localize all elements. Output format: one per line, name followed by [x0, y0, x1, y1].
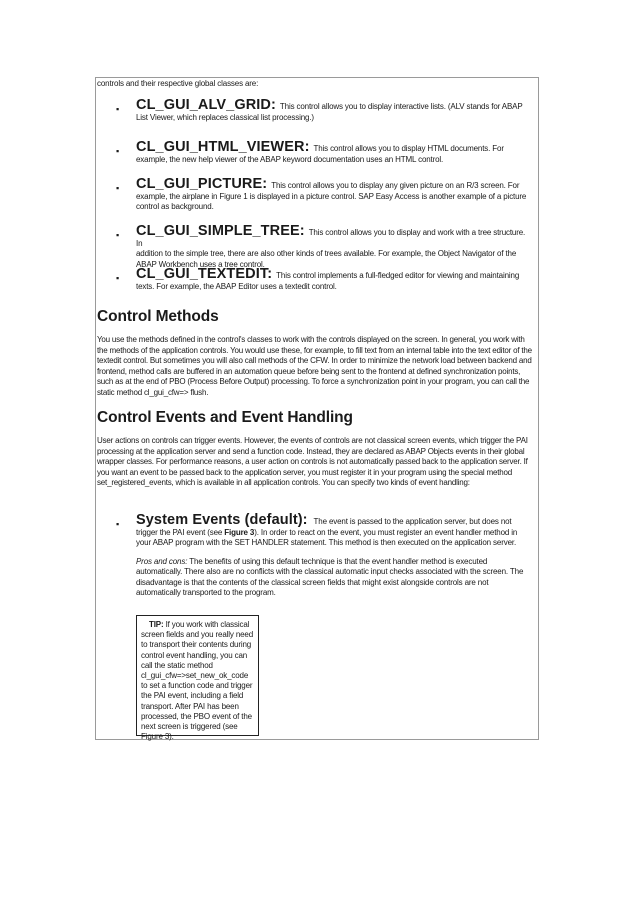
class-name: CL_GUI_HTML_VIEWER:	[136, 139, 310, 155]
pros-cons-text: The benefits of using this default technique is that the event handler method is executed automatically. There also are no conflicts with the classical automatic input checks associated with the screen. The disadvantage is that the contents of the classical screen fields that might exist alongside controls are not automatically transported to the program.	[136, 556, 524, 597]
class-description-cont: List Viewer, which replaces classical list processing.)	[136, 112, 314, 122]
class-description: This control allows you to display HTML documents. For	[313, 144, 504, 153]
figure-reference: Figure 3	[224, 527, 255, 537]
class-description: This control allows you to display and work with a tree structure. In	[136, 228, 526, 248]
class-name: CL_GUI_PICTURE:	[136, 176, 268, 192]
event-type-description-cont: trigger the PAI event (see	[136, 527, 225, 537]
list-item-simple-tree	[136, 223, 531, 270]
list-item-alv-grid	[136, 97, 531, 123]
paragraph-control-methods: You use the methods defined in the control's classes to work with the controls displayed on the screen. In general, you work with the methods of the application controls. You would use these, for example, to fill text from an internal table into the text editor of the textedit control. But sometimes you will also call methods of the CFW. In order to minimize the network load between backend and frontend, method calls are buffered in an automation queue before being sent to the frontend at defined synchronization points, such as at the end of PBO (Process Before Output) processing. To force a synchronization point in your program, you can call the static method cl_gui_cfw=> flush.	[97, 335, 532, 397]
class-name: CL_GUI_TEXTEDIT:	[136, 266, 273, 282]
class-description-cont: texts. For example, the ABAP Editor uses a textedit control.	[136, 281, 337, 291]
tip-label: TIP:	[149, 620, 164, 629]
class-name: CL_GUI_ALV_GRID:	[136, 97, 276, 113]
tip-text: If you work with classical screen fields and you really need to transport their contents during control event handling, you can call the static method cl_gui_cfw=>set_new_ok_code to set a function code and trigger the PAI event, including a field transport. After PAI has been processed, the PBO event of the next screen is triggered (see Figure 3).	[141, 620, 254, 742]
section-heading-events: Control Events and Event Handling	[97, 409, 353, 426]
class-description-cont: example, the new help viewer of the ABAP keyword documentation uses an HTML control.	[136, 154, 444, 164]
list-item-system-events	[136, 512, 531, 599]
bullet-icon: ▪	[116, 146, 120, 156]
event-type-description: The event is passed to the application server, but does not	[313, 517, 512, 526]
bullet-icon: ▪	[116, 183, 120, 193]
tip-box	[136, 615, 259, 742]
intro-text: controls and their respective global classes are:	[97, 79, 259, 88]
bullet-icon: ▪	[116, 104, 120, 114]
list-item-html-viewer	[136, 139, 531, 165]
event-type-description-cont2: ). In order to react on the event, you must register an event handler method in your ABAP program with the SET HANDLER statement. This method is then executed on the application server.	[136, 527, 518, 547]
bullet-icon: ▪	[116, 519, 120, 529]
bullet-icon: ▪	[116, 273, 120, 283]
pros-cons-label: Pros and cons:	[136, 556, 188, 566]
class-description: This control allows you to display interactive lists. (ALV stands for ABAP	[279, 102, 523, 111]
class-name: CL_GUI_SIMPLE_TREE:	[136, 223, 305, 239]
bullet-icon: ▪	[116, 230, 120, 240]
pros-cons-paragraph	[136, 557, 531, 599]
section-heading-control-methods: Control Methods	[97, 308, 219, 325]
class-description-cont: example, the airplane in Figure 1 is displayed in a picture control. SAP Easy Access is another example of a picture control as background.	[136, 191, 527, 211]
class-description: This control implements a full-fledged editor for viewing and maintaining	[276, 271, 520, 280]
event-type-title: System Events (default):	[136, 512, 308, 528]
list-item-picture	[136, 176, 531, 213]
list-item-textedit	[136, 266, 531, 292]
class-description: This control allows you to display any given picture on an R/3 screen. For	[271, 181, 520, 190]
class-description-cont: addition to the simple tree, there are also other kinds of trees available. For example, the Object Navigator of the ABAP Workbench uses a tree control.	[136, 249, 517, 269]
paragraph-events: User actions on controls can trigger events. However, the events of controls are not classical screen events, which trigger the PAI processing at the application server and send a function code. Instead, they are declared as ABAP Objects events in their global wrapper classes. For performance reasons, a user action on controls is not automatically passed back to the application server. If you want an event to be passed back to the application server, you must register it in your program using the special method set_registered_events, which is available in all application controls. You can specify two kinds of event handling:	[97, 436, 528, 488]
